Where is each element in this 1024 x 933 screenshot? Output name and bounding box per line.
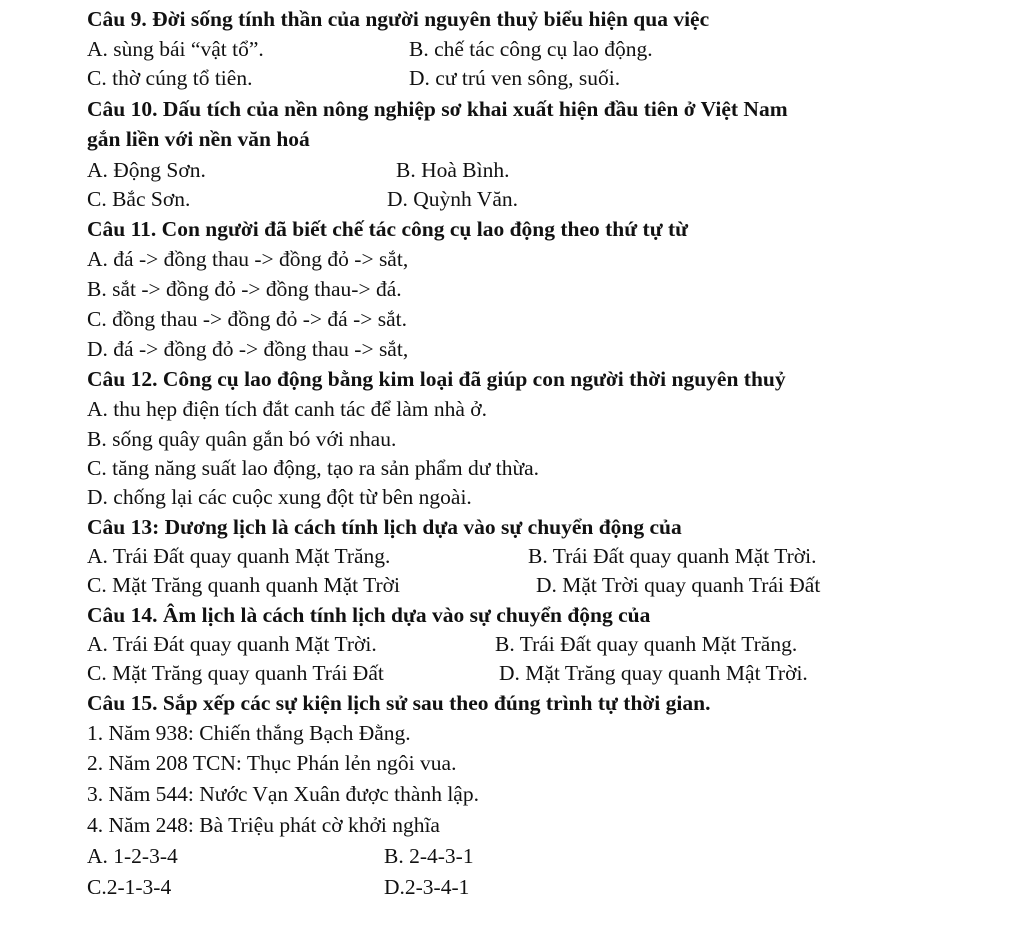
question-13-option-d: D. Mặt Trời quay quanh Trái Đất (536, 573, 821, 597)
question-15-title: Câu 15. Sắp xếp các sự kiện lịch sử sau theo đúng trình tự thời gian. (87, 691, 711, 715)
question-15-event-3: 3. Năm 544: Nước Vạn Xuân được thành lập. (87, 782, 479, 806)
question-9-option-row-2 (87, 65, 621, 92)
question-15-option-c: C.2-1-3-4 (87, 875, 172, 899)
question-15-event-2: 2. Năm 208 TCN: Thục Phán lẻn ngôi vua. (87, 751, 457, 775)
question-15-option-a: A. 1-2-3-4 (87, 844, 178, 868)
question-12-option-b: B. sống quây quân gắn bó với nhau. (87, 427, 397, 451)
question-10-option-row-2 (87, 186, 518, 213)
question-15-event-4: 4. Năm 248: Bà Triệu phát cờ khởi nghĩa (87, 813, 440, 837)
question-10-title-line-2: gắn liền với nền văn hoá (87, 127, 310, 151)
question-14-option-b: B. Trái Đất quay quanh Mặt Trăng. (495, 632, 798, 656)
question-11-option-c: C. đồng thau -> đồng đỏ -> đá -> sắt. (87, 307, 408, 331)
question-10-option-d: D. Quỳnh Văn. (387, 187, 518, 211)
question-9-option-d: D. cư trú ven sông, suối. (409, 66, 621, 90)
question-14-option-a: A. Trái Đát quay quanh Mặt Trời. (87, 632, 377, 656)
question-11-option-a: A. đá -> đồng thau -> đồng đỏ -> sắt, (87, 247, 409, 271)
question-9-option-row-1 (87, 36, 653, 63)
question-14-title: Câu 14. Âm lịch là cách tính lịch dựa vào sự chuyển động của (87, 603, 651, 627)
question-9-option-c: C. thờ cúng tổ tiên. (87, 66, 253, 90)
question-13-option-b: B. Trái Đất quay quanh Mặt Trời. (528, 544, 817, 568)
question-9-option-b: B. chế tác công cụ lao động. (409, 37, 653, 61)
question-10-option-a: A. Động Sơn. (87, 158, 206, 182)
question-14-option-d: D. Mặt Trăng quay quanh Mật Trời. (499, 661, 808, 685)
question-11-option-d: D. đá -> đồng đỏ -> đồng thau -> sắt, (87, 337, 409, 361)
question-14-option-row-1 (87, 631, 798, 658)
question-15-option-row-2 (87, 874, 470, 901)
question-10-title-line-1: Câu 10. Dấu tích của nền nông nghiệp sơ khai xuất hiện đầu tiên ở Việt Nam (87, 97, 788, 121)
question-13-option-a: A. Trái Đất quay quanh Mặt Trăng. (87, 544, 391, 568)
question-15-option-d: D.2-3-4-1 (384, 875, 470, 899)
question-14-option-row-2 (87, 660, 808, 687)
question-12-title: Câu 12. Công cụ lao động bằng kim loại đã giúp con người thời nguyên thuỷ (87, 367, 786, 391)
question-13-title: Câu 13: Dương lịch là cách tính lịch dựa vào sự chuyển động của (87, 515, 682, 539)
question-15-option-row-1 (87, 843, 474, 870)
question-13-option-c: C. Mặt Trăng quanh quanh Mặt Trời (87, 573, 400, 597)
question-12-option-a: A. thu hẹp điện tích đắt canh tác để làm nhà ở. (87, 397, 488, 421)
question-10-option-c: C. Bắc Sơn. (87, 187, 191, 211)
question-10-option-row-1 (87, 157, 510, 184)
question-15-event-1: 1. Năm 938: Chiến thắng Bạch Đằng. (87, 721, 411, 745)
question-11-option-b: B. sắt -> đồng đỏ -> đồng thau-> đá. (87, 277, 402, 301)
question-9-option-a: A. sùng bái “vật tổ”. (87, 37, 264, 61)
question-13-option-row-2 (87, 572, 821, 599)
question-15-option-b: B. 2-4-3-1 (384, 844, 474, 868)
question-10-option-b: B. Hoà Bình. (396, 158, 510, 182)
question-9-title: Câu 9. Đời sống tính thần của người nguyên thuỷ biểu hiện qua việc (87, 7, 710, 31)
question-14-option-c: C. Mặt Trăng quay quanh Trái Đất (87, 661, 384, 685)
question-11-title: Câu 11. Con người đã biết chế tác công cụ lao động theo thứ tự từ (87, 217, 689, 241)
question-12-option-d: D. chống lại các cuộc xung đột từ bên ngoài. (87, 485, 472, 509)
question-12-option-c: C. tăng năng suất lao động, tạo ra sản phẩm dư thừa. (87, 456, 540, 480)
question-13-option-row-1 (87, 543, 817, 570)
